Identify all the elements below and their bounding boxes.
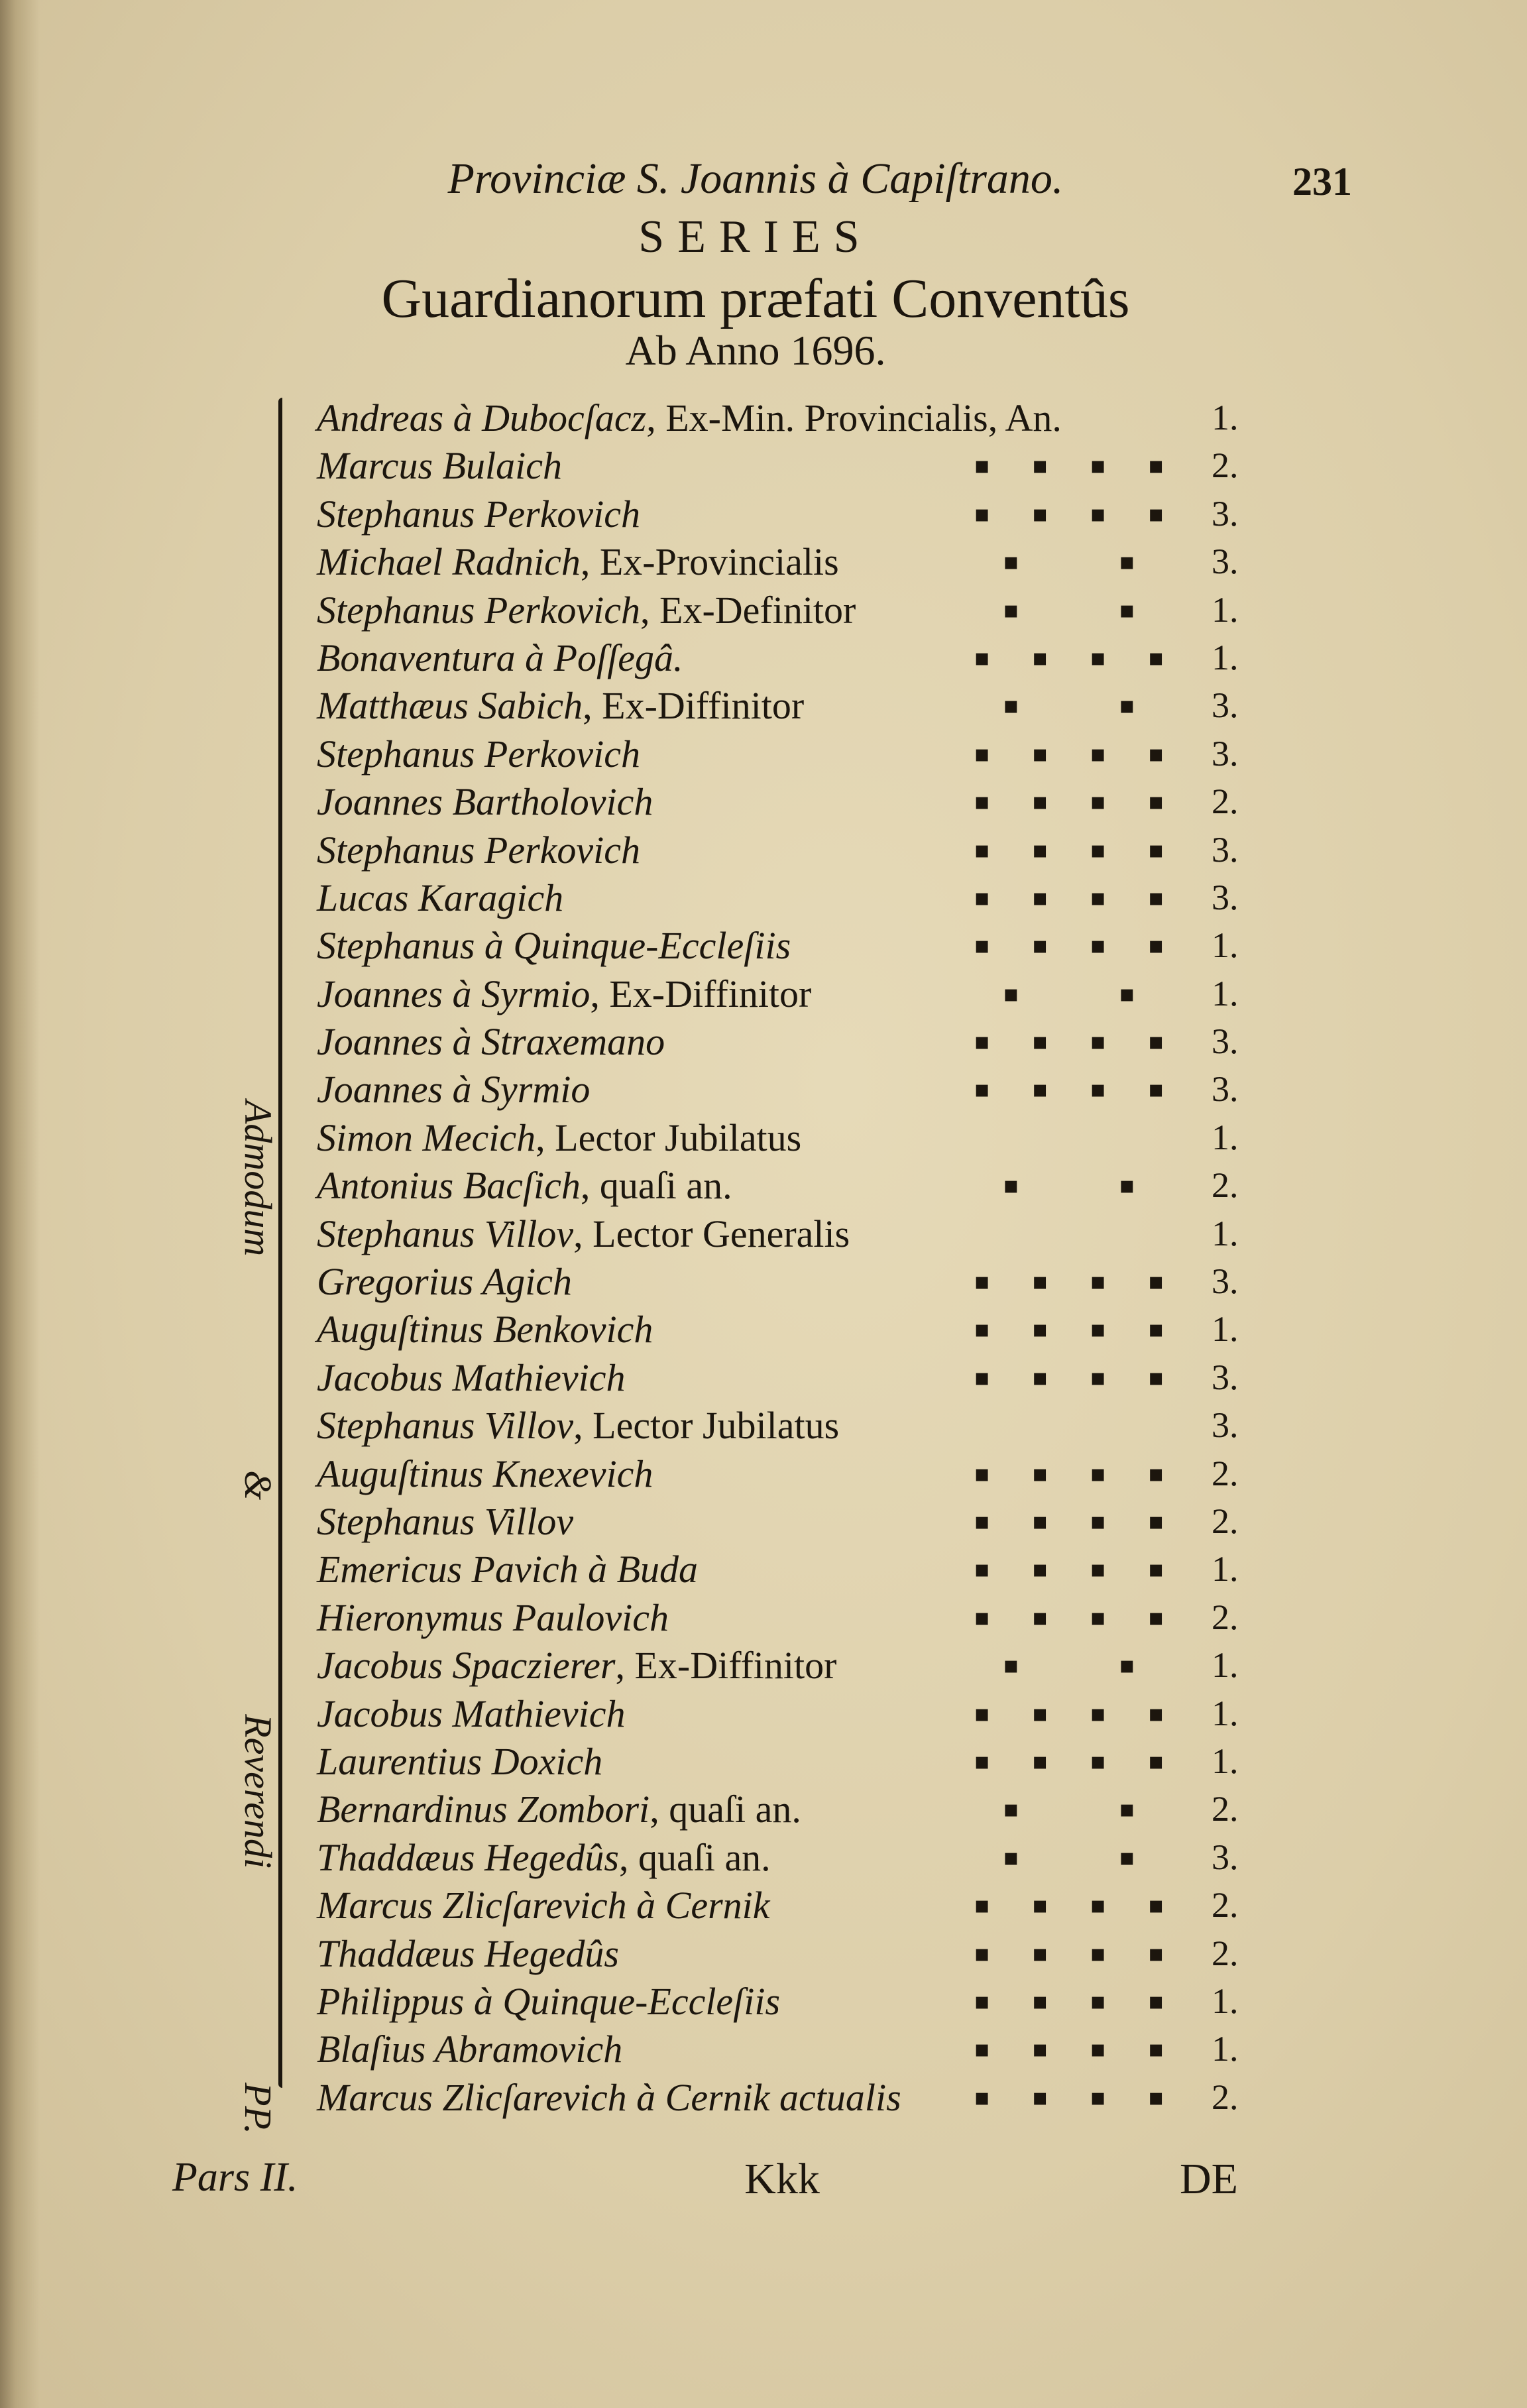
list-item (317, 1929, 1298, 1977)
list-item (317, 394, 1298, 441)
leader-dots: ▪ ▪ (1003, 1843, 1135, 1871)
guardian-title: , Ex-Provincialis (580, 540, 839, 584)
list-item (317, 1305, 1298, 1353)
guardian-title: , Lector Jubilatus (536, 1116, 802, 1159)
term-count: 1. (1212, 973, 1239, 1013)
term-count: 3. (1212, 1021, 1239, 1062)
term-count: 3. (1212, 493, 1239, 534)
guardian-name: Michael Radnich (317, 540, 581, 584)
term-count: 1. (1212, 589, 1239, 630)
term-count: 2. (1212, 1597, 1239, 1637)
list-item (317, 1450, 1298, 1497)
term-count: 3. (1212, 1357, 1239, 1397)
guardian-name: Stephanus à Quinque-Eccleſiis (317, 924, 791, 968)
leader-dots: ▪ ▪ (1003, 1795, 1135, 1823)
term-count: 1. (1212, 1117, 1239, 1157)
running-head: Provinciæ S. Joannis à Capiſtrano. (447, 154, 1064, 203)
term-count: 3. (1212, 542, 1239, 582)
term-count: 1. (1212, 637, 1239, 677)
list-item (317, 874, 1298, 921)
guardian-name: Marcus Bulaich (317, 444, 562, 488)
guardian-title: , Ex-Min. Provincialis, An. (646, 396, 1062, 439)
leader-dots: ▪ ▪ ▪ ▪ (974, 1459, 1164, 1487)
term-count: 2. (1212, 781, 1239, 822)
list-item (317, 1785, 1298, 1833)
term-count: 2. (1212, 1885, 1239, 1925)
guardian-title: , quaſi an. (618, 1835, 771, 1879)
leader-dots: ▪ ▪ ▪ ▪ (974, 1939, 1164, 1967)
leader-dots: ▪ ▪ ▪ ▪ (974, 787, 1164, 816)
list-item (317, 1161, 1298, 1209)
guardian-name: Bonaventura à Poſſegâ. (317, 636, 683, 679)
list-item (317, 1017, 1298, 1065)
guardian-title: , Ex-Definitor (640, 588, 856, 632)
guardian-name: Thaddæus Hegedûs (317, 1835, 619, 1879)
guardian-title: , Lector Jubilatus (573, 1404, 840, 1448)
list-item (317, 1210, 1298, 1257)
list-item (317, 1257, 1298, 1305)
leader-dots: ▪ ▪ ▪ ▪ (974, 835, 1164, 864)
leader-dots: ▪ ▪ ▪ ▪ (974, 1363, 1164, 1391)
list-item (317, 586, 1298, 634)
leader-dots: ▪ ▪ ▪ ▪ (974, 2083, 1164, 2111)
term-count: 1. (1212, 1741, 1239, 1781)
guardian-name: Joannes à Straxemano (317, 1020, 665, 1064)
guardian-name: Stephanus Perkovich (317, 732, 641, 775)
term-count: 3. (1212, 1261, 1239, 1302)
list-item (317, 681, 1298, 729)
term-count: 1. (1212, 1980, 1239, 2021)
guardian-name: Gregorius Agich (317, 1260, 573, 1304)
side-label-admodum: Admodum (237, 1100, 280, 1257)
term-count: 3. (1212, 733, 1239, 774)
leader-dots: ▪ ▪ ▪ ▪ (974, 1986, 1164, 2015)
guardian-name: Joannes à Syrmio (317, 1068, 591, 1112)
leader-dots: ▪ ▪ ▪ ▪ (974, 1507, 1164, 1535)
guardian-name: Stephanus Villov (317, 1404, 574, 1448)
term-count: 3. (1212, 829, 1239, 870)
list-item (317, 1353, 1298, 1401)
leader-dots: ▪ ▪ ▪ ▪ (974, 739, 1164, 768)
guardian-name: Matthæus Sabich (317, 684, 583, 728)
guardian-name: Auguſtinus Knexevich (317, 1452, 653, 1495)
list-item (317, 1977, 1298, 2025)
list-item (317, 921, 1298, 969)
guardian-name: Antonius Bacſich (317, 1164, 581, 1208)
leader-dots: ▪ ▪ ▪ ▪ (974, 1027, 1164, 1056)
term-count: 3. (1212, 1837, 1239, 1877)
guardian-name: Joannes à Syrmio (317, 972, 591, 1015)
term-count: 3. (1212, 685, 1239, 726)
guardian-name: Marcus Zlicſarevich à Cernik actualis (317, 2075, 901, 2119)
term-count: 2. (1212, 1165, 1239, 1206)
list-subtitle: Guardianorum præfati Conventûs (381, 268, 1130, 329)
leader-dots: ▪ ▪ ▪ ▪ (974, 451, 1164, 480)
list-item (317, 1593, 1298, 1641)
guardian-name: Jacobus Spaczierer (317, 1644, 616, 1688)
guardian-name: Thaddæus Hegedûs (317, 1931, 619, 1975)
list-item (317, 1690, 1298, 1737)
term-count: 1. (1212, 1549, 1239, 1589)
page-number: 231 (1292, 160, 1352, 203)
guardian-name: Joannes Bartholovich (317, 780, 653, 824)
list-item (317, 1401, 1298, 1449)
footer-catchword: DE (1180, 2155, 1238, 2203)
series-title: SERIES (638, 211, 873, 262)
guardian-name: Stephanus Perkovich (317, 828, 641, 872)
list-item (317, 634, 1298, 681)
term-count: 1. (1212, 1645, 1239, 1686)
guardian-name: Stephanus Villov (317, 1212, 574, 1255)
leader-dots: ▪ ▪ (1003, 691, 1135, 720)
side-label-pp: PP. (237, 2083, 280, 2134)
leader-dots: ▪ ▪ ▪ ▪ (974, 643, 1164, 671)
side-label-ampersand: & (237, 1470, 280, 1501)
guardian-name: Andreas à Dubocſacz (317, 396, 647, 439)
list-item (317, 2073, 1298, 2121)
guardian-title: , Ex-Diffinitor (590, 972, 812, 1015)
guardian-name: Laurentius Doxich (317, 1739, 603, 1783)
term-count: 2. (1212, 2077, 1239, 2117)
term-count: 2. (1212, 445, 1239, 486)
guardian-name: Emericus Pavich à Buda (317, 1548, 699, 1591)
guardian-title: , quaſi an. (650, 1788, 801, 1831)
leader-dots: ▪ ▪ (1003, 595, 1135, 624)
list-item (317, 441, 1298, 489)
leader-dots: ▪ ▪ ▪ ▪ (974, 1315, 1164, 1344)
footer-part: Pars II. (172, 2155, 298, 2200)
leader-dots: ▪ ▪ ▪ ▪ (974, 1075, 1164, 1104)
list-item (317, 826, 1298, 874)
term-count: 1. (1212, 925, 1239, 966)
guardian-name: Blaſius Abramovich (317, 2028, 623, 2071)
term-count: 1. (1212, 1213, 1239, 1253)
term-count: 1. (1212, 398, 1239, 437)
list-item (317, 730, 1298, 777)
list-item (317, 777, 1298, 825)
leader-dots: ▪ ▪ ▪ ▪ (974, 499, 1164, 528)
list-item (317, 1065, 1298, 1113)
list-item (317, 1497, 1298, 1545)
term-count: 1. (1212, 1693, 1239, 1733)
guardian-name: Philippus à Quinque-Eccleſiis (317, 1979, 781, 2023)
guardian-name: Jacobus Mathievich (317, 1691, 626, 1735)
guardian-name: Hieronymus Paulovich (317, 1595, 669, 1639)
year-line: Ab Anno 1696. (625, 327, 886, 374)
list-item (317, 970, 1298, 1017)
list-item (317, 2025, 1298, 2073)
leader-dots: ▪ ▪ (1003, 979, 1135, 1007)
leader-dots: ▪ ▪ (1003, 1171, 1135, 1200)
guardian-name: Jacobus Mathievich (317, 1355, 626, 1399)
guardian-name: Bernardinus Zombori (317, 1788, 650, 1831)
list-item (317, 490, 1298, 538)
guardian-title: , Ex-Diffinitor (583, 684, 805, 728)
leader-dots: ▪ ▪ ▪ ▪ (974, 2035, 1164, 2063)
leader-dots: ▪ ▪ (1003, 547, 1135, 576)
term-count: 1. (1212, 2029, 1239, 2069)
guardian-name: Marcus Zlicſarevich à Cernik (317, 1884, 770, 1927)
list-item (317, 1881, 1298, 1929)
leader-dots: ▪ ▪ ▪ ▪ (974, 1267, 1164, 1296)
page-gutter (0, 0, 40, 2408)
guardian-name: Auguſtinus Benkovich (317, 1308, 653, 1351)
term-count: 1. (1212, 1309, 1239, 1349)
guardian-name: Stephanus Perkovich (317, 492, 641, 536)
leader-dots: ▪ ▪ ▪ ▪ (974, 931, 1164, 960)
guardian-name: Simon Mecich (317, 1116, 536, 1159)
leader-dots: ▪ ▪ ▪ ▪ (974, 1555, 1164, 1583)
side-label-reverendi: Reverendi (237, 1714, 280, 1869)
guardian-name: Stephanus Villov (317, 1499, 574, 1543)
term-count: 2. (1212, 1501, 1239, 1541)
guardian-title: , Ex-Diffinitor (615, 1644, 837, 1688)
term-count: 3. (1212, 1405, 1239, 1446)
side-label (239, 1100, 278, 2134)
list-item (317, 1833, 1298, 1881)
leader-dots: ▪ ▪ ▪ ▪ (974, 1699, 1164, 1727)
term-count: 3. (1212, 877, 1239, 917)
guardian-title: , Lector Generalis (573, 1212, 850, 1255)
term-count: 2. (1212, 1933, 1239, 1973)
guardian-title: , quaſi an. (580, 1164, 732, 1208)
guardian-list (317, 394, 1298, 2121)
term-count: 2. (1212, 1789, 1239, 1829)
guardian-name: Stephanus Perkovich (317, 588, 641, 632)
leader-dots: ▪ ▪ ▪ ▪ (974, 1747, 1164, 1775)
footer-signature: Kkk (744, 2155, 820, 2203)
list-item (317, 538, 1298, 585)
list-item (317, 1737, 1298, 1785)
term-count: 2. (1212, 1453, 1239, 1493)
leader-dots: ▪ ▪ (1003, 1651, 1135, 1680)
list-item (317, 1641, 1298, 1689)
leader-dots: ▪ ▪ ▪ ▪ (974, 883, 1164, 911)
term-count: 3. (1212, 1069, 1239, 1110)
guardian-name: Lucas Karagich (317, 876, 564, 919)
list-item (317, 1545, 1298, 1593)
leader-dots: ▪ ▪ ▪ ▪ (974, 1603, 1164, 1631)
leader-dots: ▪ ▪ ▪ ▪ (974, 1891, 1164, 1920)
list-item (317, 1114, 1298, 1161)
